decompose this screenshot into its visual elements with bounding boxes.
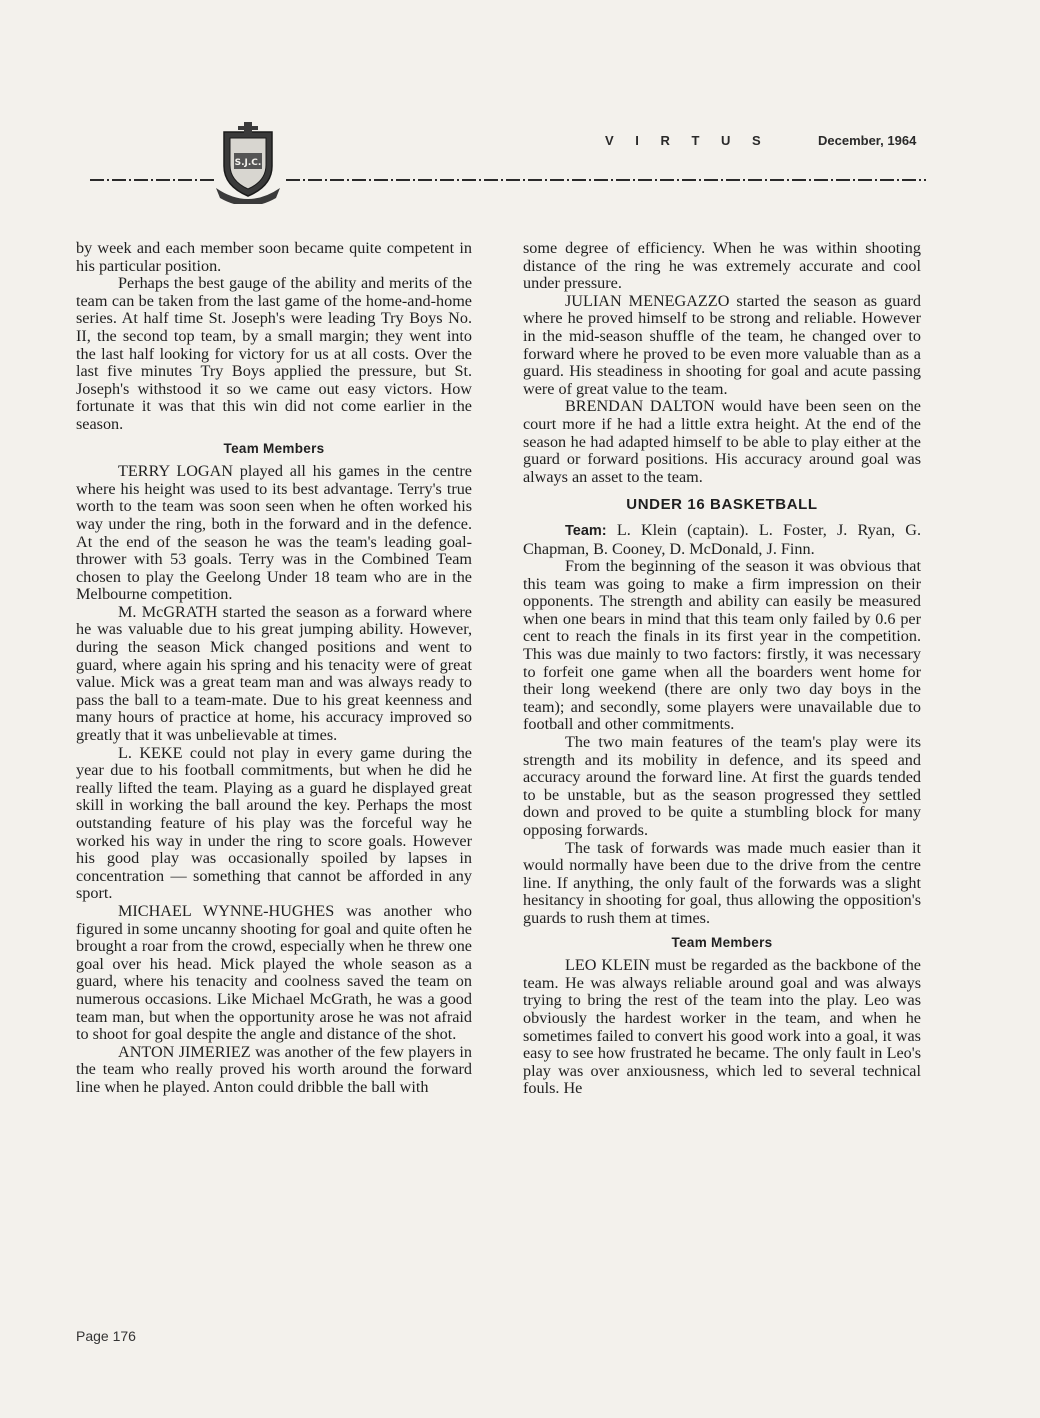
crest-text: S.J.C. [234,158,262,168]
page-number: Page 176 [76,1328,136,1344]
paragraph: From the beginning of the season it was obvious that this team was going to make a firm impression on their opponents. The strength and ability can easily be measured when one bears in mind that this team only failed by 0.6 per cent to reach the finals in its first year in the competition. This was due mainly to two factors: firstly, it was necessary to forfeit one game when all the boarders went home for their long weekend (there are only two day boys in the team); and secondly, some players were unavailable due to football and other commitments. [523,557,921,734]
paragraph: Perhaps the best gauge of the ability and merits of the team can be taken from the last game of the home-and-home series. At half time St. Joseph's were leading Try Boys No. II, the second top team, by a small margin; they went into the last half looking for victory for us at all costs. Over the last five minutes Try Boys applied the pressure, but St. Joseph's withstood it so we came out easy victors. How fortunate it was that this win did not come earlier in the season. [76,274,472,433]
page-header [0,0,1040,220]
team-names: L. Klein (captain). L. Foster, J. Ryan, G. Chapman, B. Cooney, D. McDonald, J. Finn. [523,520,922,558]
magazine-title: V I R T U S [605,133,770,148]
paragraph: BRENDAN DALTON would have been seen on the court more if he had a little extra height. At the end of the season he had adapted himself to be able to play either at the guard or forward positions. His accuracy around goal was always an asset to the team. [523,397,921,486]
team-label: Team: [565,522,607,539]
right-column [523,240,921,1098]
school-crest-icon [214,118,282,204]
section-heading: Team Members [671,934,773,950]
paragraph: by week and each member soon became quite competent in his particular position. [76,239,472,275]
section-title: UNDER 16 BASKETBALL [626,496,818,514]
left-column [76,240,472,1097]
paragraph: ANTON JIMERIEZ was another of the few players in the team who really proved his worth around the forward line when he played. Anton could dribble the ball with [76,1042,472,1096]
paragraph: JULIAN MENEGAZZO started the season as guard where he proved himself to be strong and reliable. However in the mid-season shuffle of the team, he changed over to forward where he proved to be even more valuable than as a guard. His steadiness in shooting for goal and acute passing were of great value to the team. [523,291,921,398]
header-rule-left [90,178,214,182]
paragraph: M. McGRATH started the season as a forward where he was valuable due to his great jumping ability. However, during the season Mick changed positions and went to guard, where again his spring and his tenacity were of great value. Mick was a great team man and was always ready to pass the ball to a team-mate. Due to his great keenness and many hours of practice at home, his accuracy improved so greatly that it was unbelievable at times. [76,602,472,745]
paragraph: MICHAEL WYNNE-HUGHES was another who figured in some uncanny shooting for goal and quite often he brought a roar from the crowd, especially when he threw one goal over his head. Mick played the whole season as a guard, where his tenacity and coolness saved the team on numerous occasions. Like Michael McGrath, he was a good team man, but when the opportunity arose he was not afraid to shoot for goal despite the angle and distance of the shot. [76,901,472,1044]
paragraph: L. KEKE could not play in every game during the year due to his football commitments, but when he did he really lifted the team. Playing as a guard he displayed great skill in working the ball around the key. Perhaps the most outstanding feature of his play was the forceful way he worked his way in under the ring to score goals. However his good play was occasionally spoiled by lapses in concentration — something that cannot be afforded in any sport. [76,743,472,903]
header-rule-right [286,178,926,182]
paragraph: LEO KLEIN must be regarded as the backbone of the team. He was always reliable around goal and was always trying to bring the rest of the team into the play. Leo was obviously the hardest worker in the team, and when he sometimes failed to convert his good work into a goal, it was easy to see how frustrated he became. The only fault in Leo's play was over anxiousness, which led to several technical fouls. He [523,956,921,1098]
paragraph: The task of forwards was made much easier than it would normally have been due to the drive from the centre line. If anything, the only fault of the forwards was a slight hesitancy in shooting for goal, thus allowing the opposition's guards to rush them at times. [523,838,921,927]
section-heading: Team Members [223,440,325,456]
paragraph: The two main features of the team's play were its strength and its mobility in defence, and its speed and accuracy around the forward line. At first the guards tended to be unstable, but as the season progressed they settled down and proved to be quite a stumbling block for many opposing forwards. [523,733,921,839]
paragraph: TERRY LOGAN played all his games in the centre where his height was used to its best advantage. Terry's true worth to the team was soon seen when he often worked his way under the ring, both in the forward and in the defence. At the end of the season he was the team's leading goal-thrower with 53 goals. Terry was in the Combined Team chosen to play the Geelong Under 18 team who are in the Melbourne competition. [76,462,472,604]
team-list [523,522,921,558]
issue-date: December, 1964 [818,133,917,148]
paragraph: some degree of efficiency. When he was within shooting distance of the ring he was extremely accurate and cool under pressure. [523,239,921,293]
